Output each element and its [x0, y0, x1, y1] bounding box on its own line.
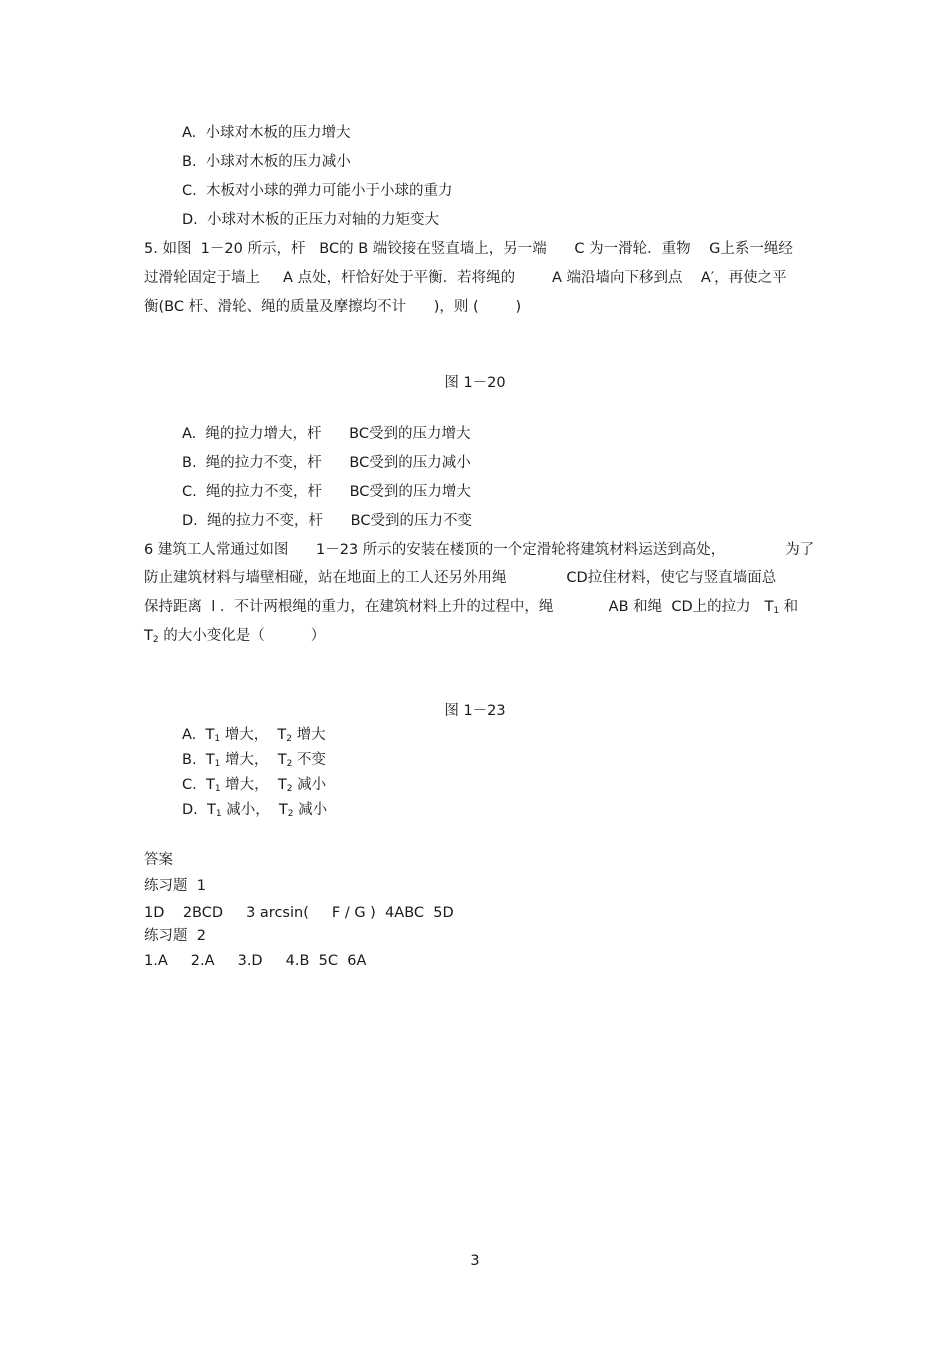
answers-set1: 1D 2BCD 3 arcsin( F / G ) 4ABC 5D	[144, 905, 454, 921]
q6-text-line-3: 保持距离 l ．不计两根绳的重力，在建筑材料上升的过程中，绳 AB 和绳 CD上的拉力 $T_1$ 和	[144, 599, 799, 616]
answers-set2-label: 练习题 2	[144, 928, 206, 944]
q6-figure-caption: 图 1－23	[444, 703, 506, 719]
q6-text-line-1: 6 建筑工人常通过如图 1－23 所示的安装在楼顶的一个定滑轮将建筑材料运送到高处， 为了	[144, 542, 815, 558]
q5-option-a: A. 绳的拉力增大，杆 BC受到的压力增大	[182, 426, 471, 442]
q6-option-b: B. $T_1$ 增大， $T_2$ 不变	[182, 752, 326, 769]
q6-option-a: A. $T_1$ 增大， $T_2$ 增大	[182, 727, 326, 744]
q6-option-d: D. $T_1$ 减小， $T_2$ 减小	[182, 802, 328, 819]
q6-option-c: C. $T_1$ 增大， $T_2$ 减小	[182, 777, 327, 794]
q5-option-d: D. 绳的拉力不变，杆 BC受到的压力不变	[182, 513, 472, 529]
q6-text-line-4: $T_2$ 的大小变化是（ ）	[144, 628, 326, 645]
q4-option-b: B. 小球对木板的压力减小	[182, 154, 351, 170]
answers-heading: 答案	[144, 852, 173, 868]
q4-option-a: A. 小球对木板的压力增大	[182, 125, 351, 141]
q4-option-d: D. 小球对木板的正压力对轴的力矩变大	[182, 212, 439, 228]
answers-set2: 1.A 2.A 3.D 4.B 5C 6A	[144, 953, 367, 969]
q5-text-line-3: 衡(BC 杆、滑轮、绳的质量及摩擦均不计 )，则 ( )	[144, 299, 522, 315]
q5-figure-caption: 图 1－20	[444, 375, 506, 391]
q4-option-c: C. 木板对小球的弹力可能小于小球的重力	[182, 183, 453, 199]
answers-set1-label: 练习题 1	[144, 878, 206, 894]
page-number: 3	[470, 1253, 480, 1269]
q5-text-line-2: 过滑轮固定于墙上 A 点处，杆恰好处于平衡．若将绳的 A 端沿墙向下移到点 A′，再使之平	[144, 270, 787, 286]
q5-option-c: C. 绳的拉力不变，杆 BC受到的压力增大	[182, 484, 471, 500]
q5-option-b: B. 绳的拉力不变，杆 BC受到的压力减小	[182, 455, 471, 471]
q5-text-line-1: 5. 如图 1－20 所示，杆 BC的 B 端铰接在竖直墙上，另一端 C 为一滑轮．重物 G上系一绳经	[144, 241, 793, 257]
q6-text-line-2: 防止建筑材料与墙壁相碰，站在地面上的工人还另外用绳 CD拉住材料，使它与竖直墙面总	[144, 570, 777, 586]
